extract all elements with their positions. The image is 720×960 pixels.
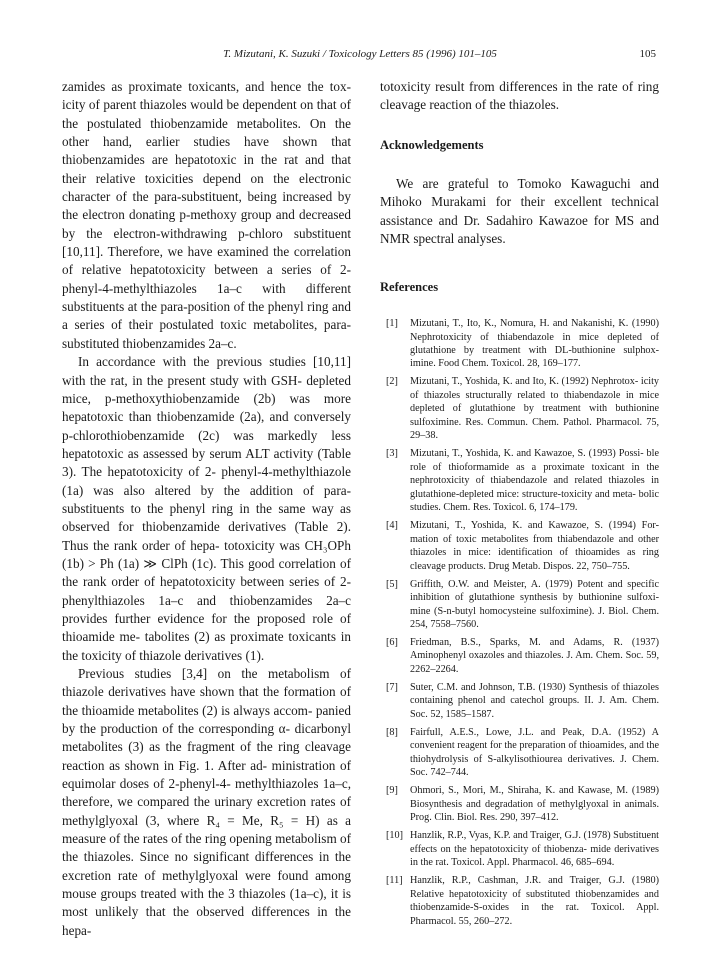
reference-number: [2]: [386, 376, 398, 388]
reference-text: Fairfull, A.E.S., Lowe, J.L. and Peak, D.A. (1952) A convenient reagent for the preparation of thioamides, and the thiohydrolysis of S-alkylisothiourea derivatives. J. Chem. Soc. 742–744.: [410, 726, 659, 779]
reference-number: [7]: [386, 681, 398, 693]
acknowledgements-heading: Acknowledgements: [380, 137, 484, 152]
reference-text: Mizutani, T., Yoshida, K. and Kawazoe, S. (1993) Possi- ble role of thioformamide as a proximate toxicant in the nephrotoxicity of thiabendazole and related thiazoles in glutathione-depleted mice: structure-toxicity and meta- bolic studies. Chem. Res. Toxicol. 6, 174–179.: [410, 448, 659, 514]
body-paragraph-2: In accordance with the previous studies [10,11] with the rat, in the present study with GSH- depleted mice, p-methoxythiobenzamide (2b) was more hepatotoxic than thiobenzamide (2a), and conversely p-chlorothiobenzamide (2c) was markedly less hepatotoxic as assessed by serum ALT activity (Table 3). The hepatotoxicity of 2- phenyl-4-methylthiazole (1a) was also altered by the addition of para-substituents to the phenyl ring in the same way as observed for thiobenzamide derivatives (Table 2). Thus the rank order of hepa- totoxicity was CH₃OPh (1b) > Ph (1a) ≫ ClPh (1c). This good correlation of the rank order of hepatotoxicity between series of 2-phenylthiazoles 1a–c and thiobenzamides 2a–c provides further evidence for the proposed role of thioamide me- tabolites (2) as proximate toxicants in the toxicity of thiazole derivatives (1).: [62, 354, 351, 663]
reference-number: [9]: [386, 785, 398, 797]
reference-item: [380, 784, 659, 824]
left-column: [62, 78, 351, 940]
body-continuation: totoxicity result from differences in the rate of ring cleavage reaction of the thiazoles.: [380, 79, 659, 113]
reference-text: Hanzlik, R.P., Cashman, J.R. and Traiger, G.J. (1980) Relative hepatotoxicity of substituted thiobenzamides and thiobenzamide-S-oxides in the rat. Toxicol. Appl. Pharmacol. 55, 260–272.: [410, 875, 659, 927]
reference-number: [1]: [386, 318, 398, 330]
reference-number: [4]: [386, 520, 398, 532]
reference-item: [380, 636, 659, 676]
body-paragraph-1: zamides as proximate toxicants, and hence the tox- icity of parent thiazoles would be dependent on that of the postulated thiobenzamide metabolites. On the other hand, earlier studies have shown that thiobenzamides are hepatotoxic in the rat and that their relative toxicities depend on the electronic character of the para-substituent, being increased by the electron donating p-methoxy group and decreased by the electron-withdrawing p-chloro substituent [10,11]. Therefore, we have examined the correlation of relative hepatotoxicity between a series of 2-phenyl-4-methylthiazoles 1a–c with different substituents at the para-position of the phenyl ring and a series of their postulated toxic metabolites, para-substituted thiobenzamides 2a–c.: [62, 79, 351, 351]
acknowledgements-text: We are grateful to Tomoko Kawaguchi and Mihoko Murakami for their excellent technical assistance and Dr. Sadahiro Kawazoe for MS and NMR spectral analyses.: [380, 175, 659, 247]
reference-text: Mizutani, T., Ito, K., Nomura, H. and Nakanishi, K. (1990) Nephrotoxicity of thiabendazole in mice depleted of glutathione by treatment with DL-buthionine sulphox- imine. Food Chem. Toxicol. 28, 169–177.: [410, 318, 659, 370]
page-number: 105: [639, 48, 656, 60]
references-heading: References: [380, 280, 439, 295]
reference-number: [3]: [386, 448, 398, 460]
reference-item: [380, 829, 659, 869]
reference-text: Ohmori, S., Mori, M., Shiraha, K. and Kawase, M. (1989) Biosynthesis and degradation of methylglyoxal in animals. Prog. Clin. Biol. Res. 290, 397–412.: [410, 785, 659, 824]
reference-item: [380, 578, 659, 632]
reference-item: [380, 519, 659, 573]
reference-text: Friedman, B.S., Sparks, M. and Adams, R. (1937) Aminophenyl oxazoles and thiazoles. J. Am. Chem. Soc. 59, 2262–2264.: [410, 637, 659, 675]
reference-item: [380, 726, 659, 780]
reference-item: [380, 375, 659, 442]
reference-item: [380, 317, 659, 371]
reference-list: [380, 317, 659, 928]
reference-text: Griffith, O.W. and Meister, A. (1979) Potent and specific inhibition of glutathione synthesis by buthionine sulfoxi- mine (S-n-butyl homocysteine sulfoximine). J. Biol. Chem. 254, 7558–7560.: [410, 578, 659, 630]
reference-text: Mizutani, T., Yoshida, K. and Kawazoe, S. (1994) For- mation of toxic metabolites from thiabendazole and other thiazoles in mice: identification of thioamides as ring cleavage products. Drug Metab. Dispos. 22, 750–755.: [410, 520, 659, 572]
right-column: [380, 78, 659, 933]
reference-number: [6]: [386, 637, 398, 648]
reference-text: Suter, C.M. and Johnson, T.B. (1930) Synthesis of thiazoles containing phenol and catechol groups. II. J. Am. Chem. Soc. 52, 1585–1587.: [410, 681, 659, 720]
reference-item: [380, 447, 659, 514]
reference-number: [10]: [386, 830, 403, 842]
reference-text: Hanzlik, R.P., Vyas, K.P. and Traiger, G.J. (1978) Substituent effects on the hepatotoxicity of thiobenza- mide derivatives in the rat. Toxicol. Appl. Pharmacol. 46, 685–694.: [410, 830, 660, 869]
reference-number: [11]: [386, 875, 403, 887]
reference-number: [5]: [386, 578, 398, 590]
running-head: T. Mizutani, K. Suzuki / Toxicology Letters 85 (1996) 101–105: [223, 48, 497, 60]
reference-number: [8]: [386, 726, 398, 738]
reference-item: [380, 874, 659, 928]
body-paragraph-3: Previous studies [3,4] on the metabolism of thiazole derivatives have shown that the formation of the thioamide metabolites (2) is always accom- panied by the production of the corresponding α- dicarbonyl metabolites (3) as the fragment of the ring cleavage reaction as shown in Fig. 1. After ad- ministration of equimolar doses of 2-phenyl-4- methylthiazoles 1a–c, therefore, we compared the urinary excretion rates of methylglyoxal (3, where R₄ = Me, R₅ = H) as a measure of the rates of the ring opening metabolism of the thiazoles. Since no significant differences in the excretion rate of methylglyoxal were found among mouse groups treated with the 3 thiazoles (1a–c), it is most unlikely that the observed differences in the hepa-: [62, 666, 351, 938]
reference-item: [380, 681, 659, 721]
reference-text: Mizutani, T., Yoshida, K. and Ito, K. (1992) Nephrotox- icity of thiazoles structurally related to thiabendazole in mice depleted of glutathione by treatment with buthionine sulfoximine. Res. Commun. Chem. Pathol. Pharmacol. 75, 29–38.: [410, 376, 659, 442]
